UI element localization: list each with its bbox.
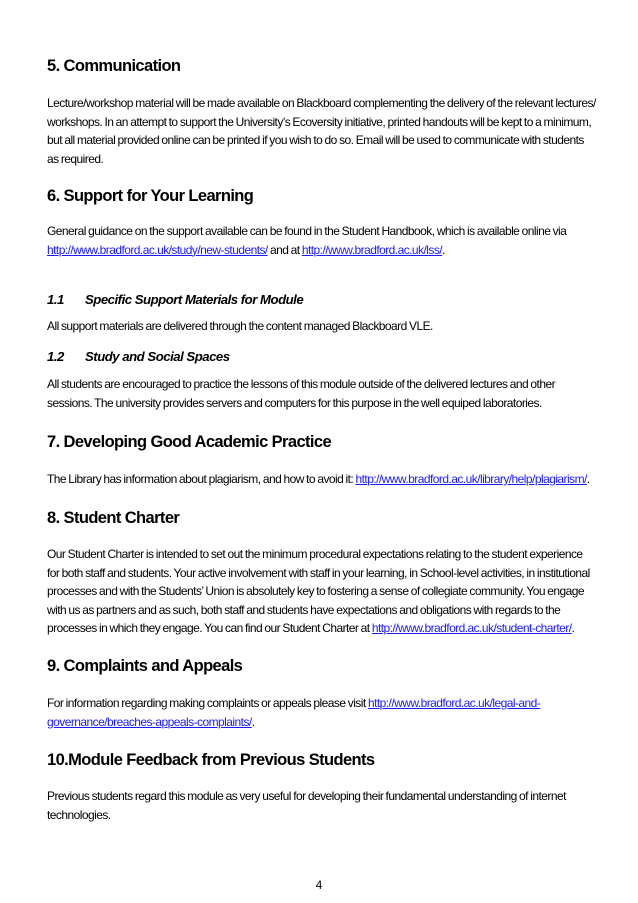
heading-student-charter: 8. Student Charter <box>47 509 180 527</box>
charter-text-end: . <box>571 621 575 636</box>
heading-complaints-appeals: 9. Complaints and Appeals <box>47 657 243 675</box>
complaints-text-intro: For information regarding making complaints or appeals please visit <box>47 696 368 710</box>
paragraph-complaints-appeals <box>47 694 597 731</box>
link-student-charter[interactable]: http://www.bradford.ac.uk/student-charter/ <box>371 621 572 636</box>
charter-text-intro: Our Student Charter is intended to set out the minimum procedural expectations relating to the student experience for both staff and students. Your active involvement with staff in your learning, in School-level activities, in institutional processes and with the Students’ Union is absolutely key to fostering a sense of collegiate community. You engage with us as partners and as such, both staff and students have expectations and obligations with regards to the processes in which they engage. You can find our Student Charter at <box>47 547 590 636</box>
academic-text-end: . <box>586 472 590 486</box>
support-text-and: and at <box>267 242 302 257</box>
support-text-intro: General guidance on the support available can be found in the Student Handbook, which is available online via <box>47 224 567 238</box>
paragraph-academic-practice <box>47 470 597 489</box>
heading-academic-practice: 7. Developing Good Academic Practice <box>47 433 332 451</box>
heading-module-feedback: 10.Module Feedback from Previous Students <box>47 751 375 769</box>
subheading-support-materials <box>47 292 303 307</box>
paragraph-communication: Lecture/workshop material will be made available on Blackboard complementing the delivery of the relevant lectures/ workshops. In an attempt to support the University’s Ecoversity initiative, printed handouts will be kept to a minimum, but all material provided online can be printed if you wish to do so. Email will be used to communicate with students as required. <box>47 96 596 166</box>
paragraph-support-learning <box>47 222 597 259</box>
paragraph-module-feedback: Previous students regard this module as very useful for developing their fundamental understanding of internet technologies. <box>47 789 566 822</box>
paragraph-student-charter <box>47 545 597 638</box>
subheading-number: 1.1 <box>47 292 64 307</box>
heading-communication: 5. Communication <box>47 57 181 75</box>
paragraph-study-spaces: All students are encouraged to practice the lessons of this module outside of the delivered lectures and other sessions. The university provides servers and computers for this purpose in the well equiped laboratories. <box>47 377 556 410</box>
support-text-end: . <box>442 242 445 257</box>
link-complaints[interactable]: http://www.bradford.ac.uk/legal-and-governance/breaches-appeals-complaints/ <box>47 696 541 729</box>
subheading-title: Study and Social Spaces <box>85 349 230 364</box>
heading-support-learning: 6. Support for Your Learning <box>47 187 254 205</box>
link-new-students[interactable]: http://www.bradford.ac.uk/study/new-students/ <box>47 242 268 257</box>
subheading-study-spaces <box>47 349 230 364</box>
link-lss[interactable]: http://www.bradford.ac.uk/lss/ <box>301 242 443 257</box>
paragraph-support-materials: All support materials are delivered through the content managed Blackboard VLE. <box>47 319 433 333</box>
page-number: 4 <box>315 878 323 892</box>
subheading-title: Specific Support Materials for Module <box>85 292 304 307</box>
academic-text-intro: The Library has information about plagiarism, and how to avoid it: <box>47 472 356 486</box>
complaints-text-end: . <box>251 714 255 729</box>
subheading-number: 1.2 <box>47 349 64 364</box>
link-plagiarism[interactable]: http://www.bradford.ac.uk/library/help/plagiarism/ <box>355 472 587 486</box>
